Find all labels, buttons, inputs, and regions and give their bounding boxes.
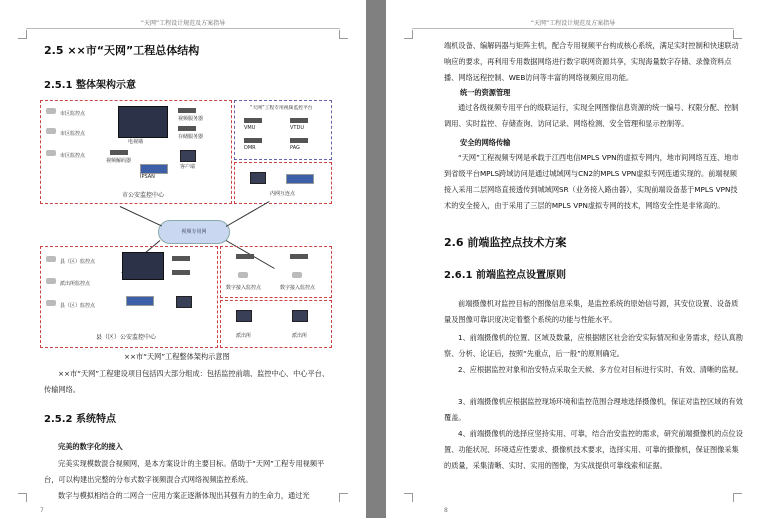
crop-mark — [733, 493, 742, 502]
server-icon — [172, 270, 190, 275]
crop-mark — [339, 493, 348, 502]
server-icon — [244, 138, 262, 143]
inner-net-zone — [234, 162, 332, 204]
diagram-label: 视频解码器 — [106, 158, 132, 164]
paragraph: 1、前端摄像机的位置、区域及数量，应根据辖区社会治安实际情况和业务需求，经认真勘察、分析、论证后，按照“先重点，后一般”的原则确定。 — [444, 333, 743, 358]
diagram-label: PAG — [290, 145, 300, 151]
server-icon — [290, 118, 308, 123]
switch-icon — [126, 296, 154, 306]
switch-icon — [286, 174, 314, 184]
city-center-label: 市公安监控中心 — [122, 192, 165, 199]
architecture-diagram — [40, 100, 332, 348]
diagram-label: 县（区）监控点 — [60, 303, 96, 309]
diagram-label: VTDU — [290, 125, 304, 131]
paragraph: 数字与模拟相结合的二网合一应用方案正逐渐体现出其强有力的生命力，通过光 — [58, 491, 310, 500]
platform-title: “天网”工程专用视频监控平台 — [250, 106, 313, 111]
network-cloud — [158, 220, 230, 244]
diagram-label: 数字接入监控点 — [280, 285, 316, 291]
camera-icon — [46, 256, 56, 262]
subsection-heading: 2.5.1 整体架构示意 — [44, 80, 136, 91]
page-number: 8 — [444, 507, 448, 514]
server-icon — [244, 118, 262, 123]
client-icon — [292, 310, 308, 322]
camera-icon — [292, 272, 302, 278]
feature-heading: 统一的资源管理 — [460, 88, 511, 97]
decoder-icon — [110, 150, 128, 155]
diagram-label: 存储服务器 — [178, 134, 204, 140]
diagram-label: IPSAN — [140, 174, 155, 180]
county-center-label: 县（区）公安监控中心 — [96, 334, 157, 341]
paragraph: 2、应根据监控对象和治安特点采取全天候、多方位对目标进行实时、有效、清晰的监视。 — [458, 365, 743, 374]
diagram-label: 派出所 — [236, 333, 252, 339]
left-page — [0, 0, 366, 518]
crop-mark — [404, 30, 413, 39]
header-rule — [412, 28, 734, 29]
client-icon — [180, 150, 196, 162]
paragraph: 完美实现模数混合视频网，是本方案设计的主要目标。借助于“天网”工程专用视频平台，可以构建出完整的分布式数字视频混合式网络视频监控系统。 — [44, 459, 325, 484]
diagram-label: 客户端 — [180, 164, 196, 170]
server-icon — [290, 138, 308, 143]
paragraph: 端机设备、编解码器与矩阵主机，配合专用视频平台构成核心系统，满足实时控制和快速联动响应的要求，再利用专用数据网络进行数字联网资源共享，实现海量数字存储、录像资料点播、网络远程控制、WEB访问等丰富的网络视频应用功能。 — [444, 41, 739, 82]
network-label: 视频专用网 — [181, 229, 207, 235]
switch-icon — [140, 164, 168, 174]
crop-mark — [18, 30, 27, 39]
header-rule — [26, 28, 340, 29]
right-page — [386, 0, 760, 518]
diagram-label: 电视墙 — [128, 139, 144, 145]
section-heading: 2.6 前端监控点技术方案 — [444, 236, 567, 249]
diagram-label: 数字接入监控点 — [226, 285, 262, 291]
diagram-label: 市区监控点 — [60, 131, 86, 137]
paragraph: 前端摄像机对监控目标的图像信息采集，是监控系统的原始信号源，其安位设置、设备质量及图像可靠识度决定着整个系统的功能与性能水平。 — [444, 299, 739, 324]
link-line — [120, 206, 162, 226]
diagram-label: 县（区）监控点 — [60, 259, 96, 265]
figure-caption: ××市“天网”工程整体架构示意图 — [124, 352, 230, 361]
police-station-zone — [220, 300, 332, 348]
diagram-label: 市区监控点 — [60, 153, 86, 159]
client-icon — [250, 172, 266, 184]
diagram-label: 内网互连点 — [270, 191, 296, 197]
tv-wall-icon — [122, 252, 164, 280]
crop-mark — [339, 30, 348, 39]
feature-heading: 安全的网络传输 — [460, 138, 511, 147]
camera-icon — [46, 300, 56, 306]
diagram-label: 市区监控点 — [60, 111, 86, 117]
client-icon — [236, 310, 252, 322]
server-icon — [236, 254, 254, 259]
client-icon — [176, 296, 192, 308]
subsection-heading: 2.6.1 前端监控点设置原则 — [444, 270, 566, 281]
camera-icon — [46, 150, 56, 156]
link-line — [226, 201, 270, 227]
crop-mark — [404, 493, 413, 502]
diagram-label: 派出所监控点 — [60, 281, 91, 287]
paragraph: ××市“天网”工程建设项目包括四大部分组成：包括监控前端、监控中心、中心平台、传输网络。 — [44, 369, 330, 394]
paragraph: “天网”工程视频专网是承载于江西电信MPLS VPN的虚拟专网内，地市间网络互连、地市到省级平台MPLS跨域访问是通过城域网与CN2的MPLS VPN虚拟专网连通实现的。前端视频接入采用二层网络直接透传到城域网SR（业务接入路由器），实现前端设备基于MPLS VPN技术的安全接入，由于采用了三层的MPLS VPN虚拟专网的技术，网络安全性是非常高的。 — [444, 153, 739, 210]
paragraph: 通过各级视频专用平台的级联运行，实现全网图像信息资源的统一编号、权限分配、控制调用、实时监控、存储查询、访问记录、网络检测、安全管理和显示控制等。 — [444, 103, 739, 128]
server-icon — [178, 126, 196, 131]
tv-wall-icon — [118, 106, 168, 138]
crop-mark — [18, 493, 27, 502]
page-number: 7 — [40, 507, 44, 514]
paragraph: 3、前端摄像机应根据监控现场环境和监控范围合理地选择摄像机，保证对监控区域的有效覆盖。 — [444, 397, 743, 422]
diagram-label: 派出所 — [292, 333, 308, 339]
camera-icon — [46, 108, 56, 114]
page-header: “天网”工程设计规范及方案指导 — [140, 20, 226, 27]
camera-icon — [238, 272, 248, 278]
section-heading: 2.5 ××市“天网”工程总体结构 — [44, 44, 200, 57]
paragraph: 4、前端摄像机的选择应坚持实用、可靠，结合治安监控的需求，研究前端摄像机的点位设置、功能状况、环境适应性要求、摄像机技术要求，选择实用、可靠的摄像机，保证图像采集的质量，采集清晰、实时、实用的图像，为实战提供可靠线索和证据。 — [444, 429, 743, 470]
subsection-heading: 2.5.2 系统特点 — [44, 414, 116, 425]
feature-heading: 完美的数字化的接入 — [58, 442, 123, 451]
page-header: “天网”工程设计规范及方案指导 — [530, 20, 616, 27]
diagram-label: DMR — [244, 145, 256, 151]
diagram-label: 视频服务器 — [178, 116, 204, 122]
camera-icon — [46, 278, 56, 284]
server-icon — [290, 254, 308, 259]
server-icon — [178, 108, 196, 113]
diagram-label: VMU — [244, 125, 256, 131]
server-icon — [172, 256, 190, 261]
camera-icon — [46, 128, 56, 134]
